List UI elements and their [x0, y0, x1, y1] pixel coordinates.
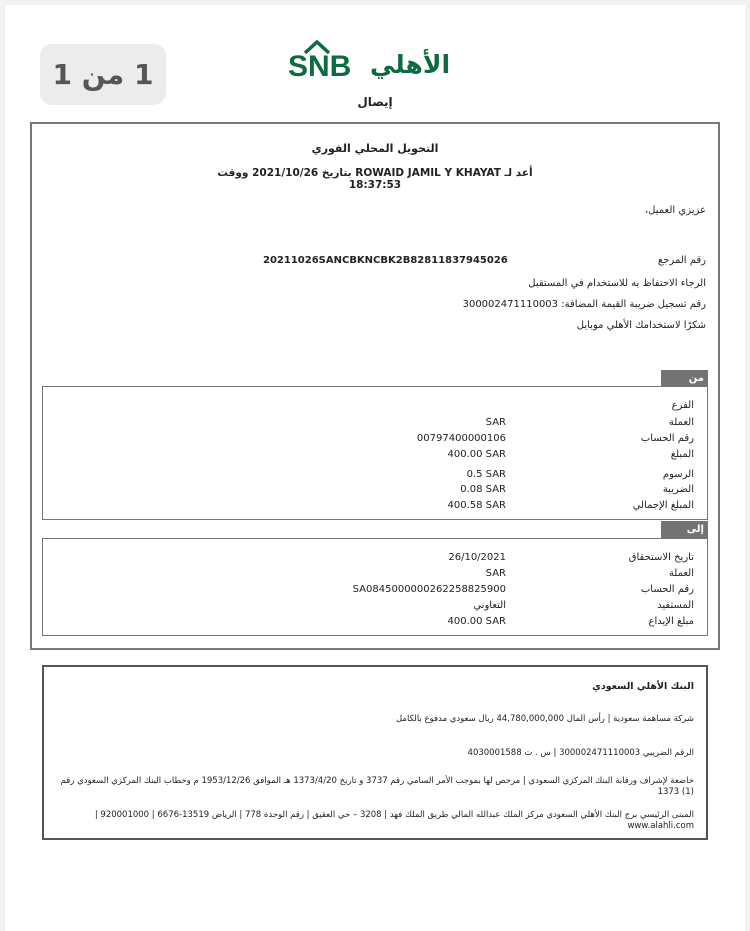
from_section-row-value: 400.00 SAR	[447, 449, 506, 460]
to_section-row-label: مبلغ الإيداع	[648, 616, 694, 627]
reference-value: 20211026SANCBKNCBK2B82811837945026	[263, 255, 508, 266]
from_section-row-label: الفرع	[671, 400, 694, 411]
receipt-title: إيصال	[357, 95, 393, 109]
page-indicator: 1 من 1	[52, 58, 154, 91]
to_section-row-label: رقم الحساب	[640, 584, 694, 595]
to_section-row-value: 26/10/2021	[448, 552, 506, 563]
from_section-row-value: 0.08 SAR	[460, 484, 506, 495]
from_section-row-value: SAR	[485, 417, 506, 428]
footer-tax-line: الرقم الضريبي 300002471110003 | س . ت 4030001588	[467, 748, 694, 758]
from_section-row-value: 0.5 SAR	[466, 469, 506, 480]
keep-note: الرجاء الاحتفاظ به للاستخدام في المستقبل	[528, 278, 706, 289]
page-indicator-badge	[40, 44, 166, 105]
footer-company-line: شركة مساهمة سعودية | رأس المال 44,780,000,000 ريال سعودي مدفوع بالكامل	[395, 714, 694, 724]
to-section-tag: إلى	[661, 521, 708, 539]
logo-latin-text: SNB	[288, 50, 352, 83]
footer-regulation-line: خاضعة لإشراف ورقابة البنك المركزي السعودي | مرخص لها بموجب الأمر السامي رقم 3737 و تاريخ 1373/4/20 هـ الموافق 1953/12/26 م وخطاب البنك المركزي السعودي رقم (1) 1373	[60, 776, 694, 797]
from_section-row-value: 400.58 SAR	[447, 500, 506, 511]
logo-arabic-text: الأهلي	[370, 50, 451, 79]
reference-label: رقم المرجع	[657, 255, 706, 266]
to_section-row-label: العملة	[668, 568, 694, 579]
footer-address-line: المبنى الرئيسي برج البنك الأهلي السعودي مركز الملك عبدالله المالي طريق الملك فهد | 3208 – حي العقيق | رقم الوحدة 778 | الرياض 13519-6676 | 920001000 | www.alahli.com	[94, 810, 694, 831]
vat-registration: رقم تسجيل ضريبة القيمة المضافة: 300002471110003	[462, 299, 706, 310]
greeting: عزيزي العميل،	[644, 205, 706, 216]
to_section-row-label: المستفيد	[657, 600, 694, 611]
from-section-tag: من	[661, 370, 708, 387]
from_section-row-label: العملة	[668, 417, 694, 428]
from_section-row-value: 00797400000106	[416, 433, 506, 444]
from_section-row-label: رقم الحساب	[640, 433, 694, 444]
snb-logo	[288, 40, 453, 90]
from_section-row-label: المبلغ	[670, 449, 694, 460]
to_section-row-value: 400.00 SAR	[447, 616, 506, 627]
transfer-title: التحويل المحلي الفوري	[311, 142, 439, 155]
prepared-for-line: أعد لـ ROWAID JAMIL Y KHAYAT بتاريخ 2021/10/26 ووقت 18:37:53	[217, 167, 533, 191]
to_section-row-value: SA0845000000262258825900	[352, 584, 506, 595]
from_section-row-label: الرسوم	[662, 469, 694, 480]
to_section-row-value: التعاوني	[473, 600, 506, 611]
footer-bank-name: البنك الأهلي السعودي	[592, 681, 694, 692]
thanks-note: شكرًا لاستخدامك الأهلي موبايل	[576, 320, 706, 331]
to_section-row-value: SAR	[485, 568, 506, 579]
from_section-row-label: المبلغ الإجمالي	[632, 500, 694, 511]
from_section-row-label: الضريبة	[662, 484, 694, 495]
to_section-row-label: تاريخ الاستحقاق	[628, 552, 694, 563]
from-section-box	[42, 386, 708, 520]
